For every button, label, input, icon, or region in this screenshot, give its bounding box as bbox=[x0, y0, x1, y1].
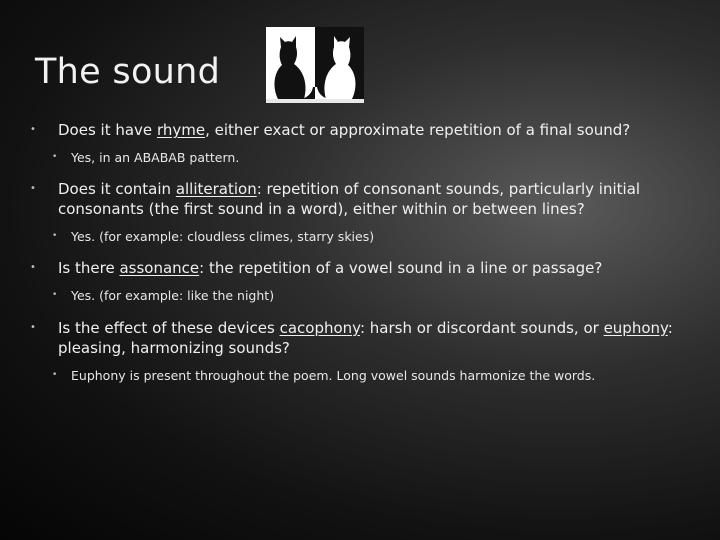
sub-bullet-dot: • bbox=[52, 290, 58, 300]
term-alliteration: alliteration bbox=[175, 180, 257, 198]
cats-silhouette-icon bbox=[266, 27, 364, 103]
slide-title: The sound bbox=[35, 52, 221, 92]
bullet-rhyme bbox=[30, 120, 690, 140]
sub-bullet-dot: • bbox=[52, 370, 58, 380]
bullet-text-post: : repetition of consonant sounds, particularly initial consonants (the first sound in a word), either within or between lines? bbox=[58, 180, 641, 218]
two-cats-silhouette-image bbox=[266, 27, 364, 103]
term-assonance: assonance bbox=[119, 259, 200, 277]
sub-bullet-dot: • bbox=[52, 152, 58, 162]
sub-bullet-dot: • bbox=[52, 231, 58, 241]
term-cacophony: cacophony bbox=[279, 319, 360, 337]
bullet-list bbox=[30, 120, 690, 384]
sub-bullet-assonance bbox=[30, 287, 690, 304]
sub-bullet-text: Yes, in an ABABAB pattern. bbox=[71, 150, 240, 165]
sub-bullet-text: Yes. (for example: like the night) bbox=[71, 288, 275, 303]
bullet-text-pre: Does it contain bbox=[58, 180, 176, 198]
bullet-text-pre: Is the effect of these devices bbox=[58, 319, 280, 337]
sub-bullet-text: Yes. (for example: cloudless climes, starry skies) bbox=[71, 229, 375, 244]
sub-bullet-rhyme bbox=[30, 149, 690, 166]
bullet-text-pre: Does it have bbox=[58, 121, 157, 139]
bullet-text-post2: : pleasing, harmonizing sounds? bbox=[58, 319, 673, 357]
bullet-dot: • bbox=[30, 322, 36, 333]
bullet-dot: • bbox=[30, 124, 36, 135]
bullet-text-pre: Is there bbox=[58, 259, 120, 277]
bullet-assonance bbox=[30, 258, 690, 278]
bullet-cacophony-euphony bbox=[30, 318, 690, 358]
term-rhyme: rhyme bbox=[156, 121, 206, 139]
sub-bullet-euphony bbox=[30, 367, 690, 384]
sub-bullet-text: Euphony is present throughout the poem. Long vowel sounds harmonize the words. bbox=[71, 368, 596, 383]
bullet-text-post: : the repetition of a vowel sound in a line or passage? bbox=[199, 259, 603, 277]
bullet-text-post: : harsh or discordant sounds, or bbox=[359, 319, 604, 337]
bullet-dot: • bbox=[30, 183, 36, 194]
bullet-alliteration bbox=[30, 179, 690, 219]
term-euphony: euphony bbox=[603, 319, 668, 337]
bullet-text-post: , either exact or approximate repetition of a final sound? bbox=[205, 121, 631, 139]
bullet-dot: • bbox=[30, 262, 36, 273]
sub-bullet-alliteration bbox=[30, 228, 690, 245]
